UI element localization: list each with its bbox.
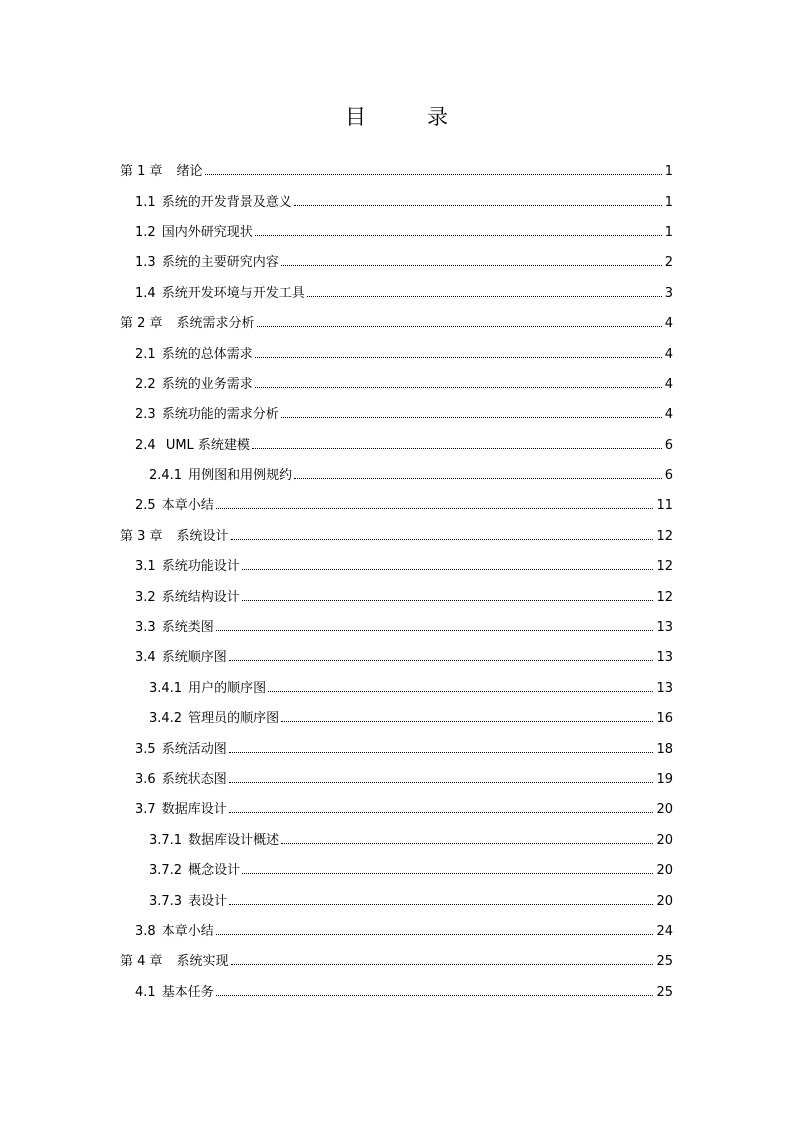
toc-entry-label (135, 802, 227, 818)
toc-entry[interactable] (0, 613, 673, 643)
toc-entry-number: 3.4.2 (149, 711, 183, 727)
toc-entry-text: 数据库设计 (161, 802, 227, 818)
toc-entry-text: 系统结构设计 (161, 589, 240, 605)
toc-entry-text: 管理员的顺序图 (188, 711, 280, 727)
toc-entry-page-number: 13 (656, 650, 673, 666)
toc-entry[interactable] (0, 431, 673, 461)
toc-entry[interactable] (0, 522, 673, 552)
dot-leader (231, 963, 654, 965)
dot-leader (229, 659, 654, 661)
dot-leader (268, 690, 653, 692)
dot-leader (216, 507, 654, 509)
toc-entry-label (135, 559, 240, 575)
toc-entry[interactable] (0, 157, 673, 187)
toc-entry-text: 系统状态图 (161, 772, 227, 787)
toc-entry-text: 基本任务 (161, 984, 214, 1000)
toc-entry-page-number: 20 (656, 893, 673, 909)
dot-leader (242, 599, 654, 601)
toc-entry-label (135, 377, 253, 393)
toc-entry[interactable] (0, 734, 673, 764)
toc-entry[interactable] (0, 643, 673, 673)
dot-leader (281, 264, 662, 266)
dot-leader (229, 751, 654, 753)
toc-entry-label (135, 195, 292, 211)
dot-leader (205, 173, 662, 175)
toc-entry-label (149, 863, 240, 879)
toc-entry[interactable] (0, 856, 673, 886)
toc-entry-label (149, 468, 292, 484)
toc-entry-number: 3.8 (135, 923, 156, 939)
toc-entry-number: 3.4 (135, 650, 156, 666)
toc-entry-text: 概念设计 (188, 863, 241, 879)
toc-entry[interactable] (0, 978, 673, 1008)
toc-entry[interactable] (0, 704, 673, 734)
dot-leader (281, 416, 662, 418)
toc-entry-number: 1.2 (135, 224, 156, 240)
toc-entry-page-number: 4 (664, 376, 673, 392)
toc-entry-text: 用例图和用例规约 (188, 468, 293, 484)
toc-entry-number: 3.2 (135, 589, 156, 605)
toc-entry-text: 用户的顺序图 (188, 680, 267, 696)
toc-entry-page-number: 18 (656, 741, 673, 757)
toc-entry-label (135, 347, 253, 363)
toc-entry-text: 系统设计 (176, 528, 229, 544)
toc-entry-label (149, 681, 266, 697)
toc-entry-page-number: 4 (664, 316, 673, 332)
toc-entry-text: 系统开发环境与开发工具 (161, 285, 305, 301)
toc-entry-page-number: 24 (656, 923, 673, 939)
toc-entry-label (149, 833, 279, 849)
toc-entry-page-number: 20 (656, 802, 673, 818)
toc-entry[interactable] (0, 309, 673, 339)
toc-entry-number: 3.7.2 (149, 863, 183, 879)
toc-entry[interactable] (0, 765, 673, 795)
toc-entry[interactable] (0, 795, 673, 825)
dot-leader (281, 720, 653, 722)
toc-entry-label (135, 985, 214, 1001)
toc-entry-label (135, 742, 227, 758)
dot-leader (229, 903, 653, 905)
dot-leader (255, 356, 662, 358)
dot-leader (216, 933, 654, 935)
toc-entry-page-number: 19 (656, 772, 673, 787)
toc-entry-page-number: 2 (664, 255, 673, 271)
toc-entry[interactable] (0, 886, 673, 916)
toc-entry[interactable] (0, 674, 673, 704)
toc-entry-label (149, 894, 227, 910)
toc-entry-label (135, 924, 214, 940)
toc-entry-label (120, 529, 229, 545)
toc-entry-number: 3.7 (135, 802, 156, 818)
toc-entry-text: UML 系统建模 (161, 437, 250, 453)
toc-entry-text: 系统顺序图 (161, 650, 227, 666)
toc-entry-label (135, 438, 250, 454)
toc-entry-page-number: 4 (664, 407, 673, 423)
dot-leader (229, 811, 654, 813)
toc-entry-label (135, 590, 240, 606)
toc-entry-text: 系统活动图 (161, 741, 227, 757)
toc-entry-number: 2.4.1 (149, 468, 183, 484)
dot-leader (257, 325, 662, 327)
toc-entry-number: 3.7.1 (149, 832, 183, 848)
toc-entry-text: 系统需求分析 (176, 316, 255, 332)
toc-entry-label (135, 286, 305, 302)
toc-entry-label (135, 225, 253, 241)
toc-entry-page-number: 4 (664, 346, 673, 362)
dot-leader (231, 538, 654, 540)
toc-entry-page-number: 6 (664, 437, 673, 453)
toc-entry[interactable] (0, 339, 673, 369)
table-of-contents (0, 157, 793, 1008)
toc-entry[interactable] (0, 248, 673, 278)
toc-entry-number: 2.4 (135, 437, 156, 453)
toc-entry-label (149, 711, 279, 727)
toc-entry[interactable] (0, 917, 673, 947)
toc-entry-number: 3.4.1 (149, 680, 183, 696)
dot-leader (255, 386, 662, 388)
toc-entry-text: 国内外研究现状 (161, 224, 253, 240)
dot-leader (255, 234, 662, 236)
toc-entry-page-number: 1 (664, 164, 673, 180)
dot-leader (252, 447, 662, 449)
toc-entry-text: 绪论 (176, 164, 203, 180)
toc-entry-text: 数据库设计概述 (188, 832, 280, 848)
toc-entry-page-number: 1 (664, 194, 673, 210)
toc-entry-label (120, 164, 203, 180)
toc-entry-label (120, 954, 229, 970)
toc-entry-page-number: 12 (656, 528, 673, 544)
toc-entry-number: 第 1 章 (120, 164, 163, 180)
dot-leader (216, 629, 654, 631)
toc-entry-number: 2.5 (135, 498, 156, 514)
dot-leader (307, 295, 662, 297)
toc-entry-number: 3.3 (135, 620, 156, 636)
toc-entry[interactable] (0, 187, 673, 217)
toc-entry-page-number: 16 (656, 711, 673, 727)
toc-entry-number: 2.2 (135, 376, 156, 392)
toc-entry-number: 第 2 章 (120, 316, 163, 332)
toc-entry-page-number: 20 (656, 832, 673, 848)
toc-entry[interactable] (0, 218, 673, 248)
dot-leader (294, 204, 662, 206)
toc-entry-number: 第 4 章 (120, 954, 163, 970)
toc-entry-page-number: 12 (656, 589, 673, 605)
toc-entry-label (135, 498, 214, 514)
toc-entry-text: 系统的开发背景及意义 (161, 194, 292, 210)
toc-entry-text: 表设计 (188, 893, 228, 909)
toc-entry-label (135, 620, 214, 636)
toc-entry-number: 1.4 (135, 285, 156, 301)
toc-entry-number: 3.6 (135, 772, 156, 787)
toc-entry-text: 系统功能的需求分析 (161, 407, 279, 423)
toc-entry-text: 本章小结 (161, 923, 214, 939)
toc-entry[interactable] (0, 582, 673, 612)
dot-leader (281, 842, 653, 844)
toc-entry-text: 系统功能设计 (161, 559, 240, 575)
dot-leader (242, 872, 653, 874)
toc-entry-page-number: 13 (656, 620, 673, 636)
toc-entry[interactable] (0, 491, 673, 521)
dot-leader (229, 781, 654, 783)
toc-entry-page-number: 12 (656, 559, 673, 575)
toc-title: 目 录 (345, 105, 468, 129)
toc-entry-number: 2.3 (135, 407, 156, 423)
toc-entry[interactable] (0, 279, 673, 309)
toc-entry-number: 2.1 (135, 346, 156, 362)
toc-entry-label (120, 316, 255, 332)
toc-entry-text: 系统实现 (176, 954, 229, 970)
toc-entry-number: 3.5 (135, 741, 156, 757)
toc-entry-text: 系统类图 (161, 620, 214, 636)
toc-entry-number: 1.3 (135, 255, 156, 271)
toc-entry-page-number: 20 (656, 863, 673, 879)
toc-entry-page-number: 3 (664, 285, 673, 301)
toc-entry-label (135, 650, 227, 666)
toc-entry[interactable] (0, 826, 673, 856)
toc-entry-page-number: 25 (656, 954, 673, 970)
toc-entry-page-number: 6 (664, 468, 673, 484)
toc-entry-label (135, 772, 227, 788)
toc-entry-page-number: 11 (656, 498, 673, 514)
toc-entry-text: 系统的业务需求 (161, 376, 253, 392)
toc-entry-text: 系统的主要研究内容 (161, 255, 279, 271)
toc-entry-label (135, 255, 279, 271)
toc-entry[interactable] (0, 400, 673, 430)
toc-entry-text: 系统的总体需求 (161, 346, 253, 362)
dot-leader (242, 568, 654, 570)
toc-entry-text: 本章小结 (161, 498, 214, 514)
toc-entry-number: 3.1 (135, 559, 156, 575)
toc-entry[interactable] (0, 947, 673, 977)
toc-entry-page-number: 25 (656, 984, 673, 1000)
toc-entry-number: 4.1 (135, 984, 156, 1000)
toc-entry-number: 1.1 (135, 194, 156, 210)
toc-entry-number: 第 3 章 (120, 528, 163, 544)
dot-leader (216, 994, 654, 996)
toc-entry-page-number: 1 (664, 224, 673, 240)
toc-entry[interactable] (0, 461, 673, 491)
toc-entry[interactable] (0, 370, 673, 400)
toc-entry-label (135, 407, 279, 423)
dot-leader (294, 477, 662, 479)
toc-entry-page-number: 13 (656, 680, 673, 696)
toc-entry-number: 3.7.3 (149, 893, 183, 909)
toc-entry[interactable] (0, 552, 673, 582)
